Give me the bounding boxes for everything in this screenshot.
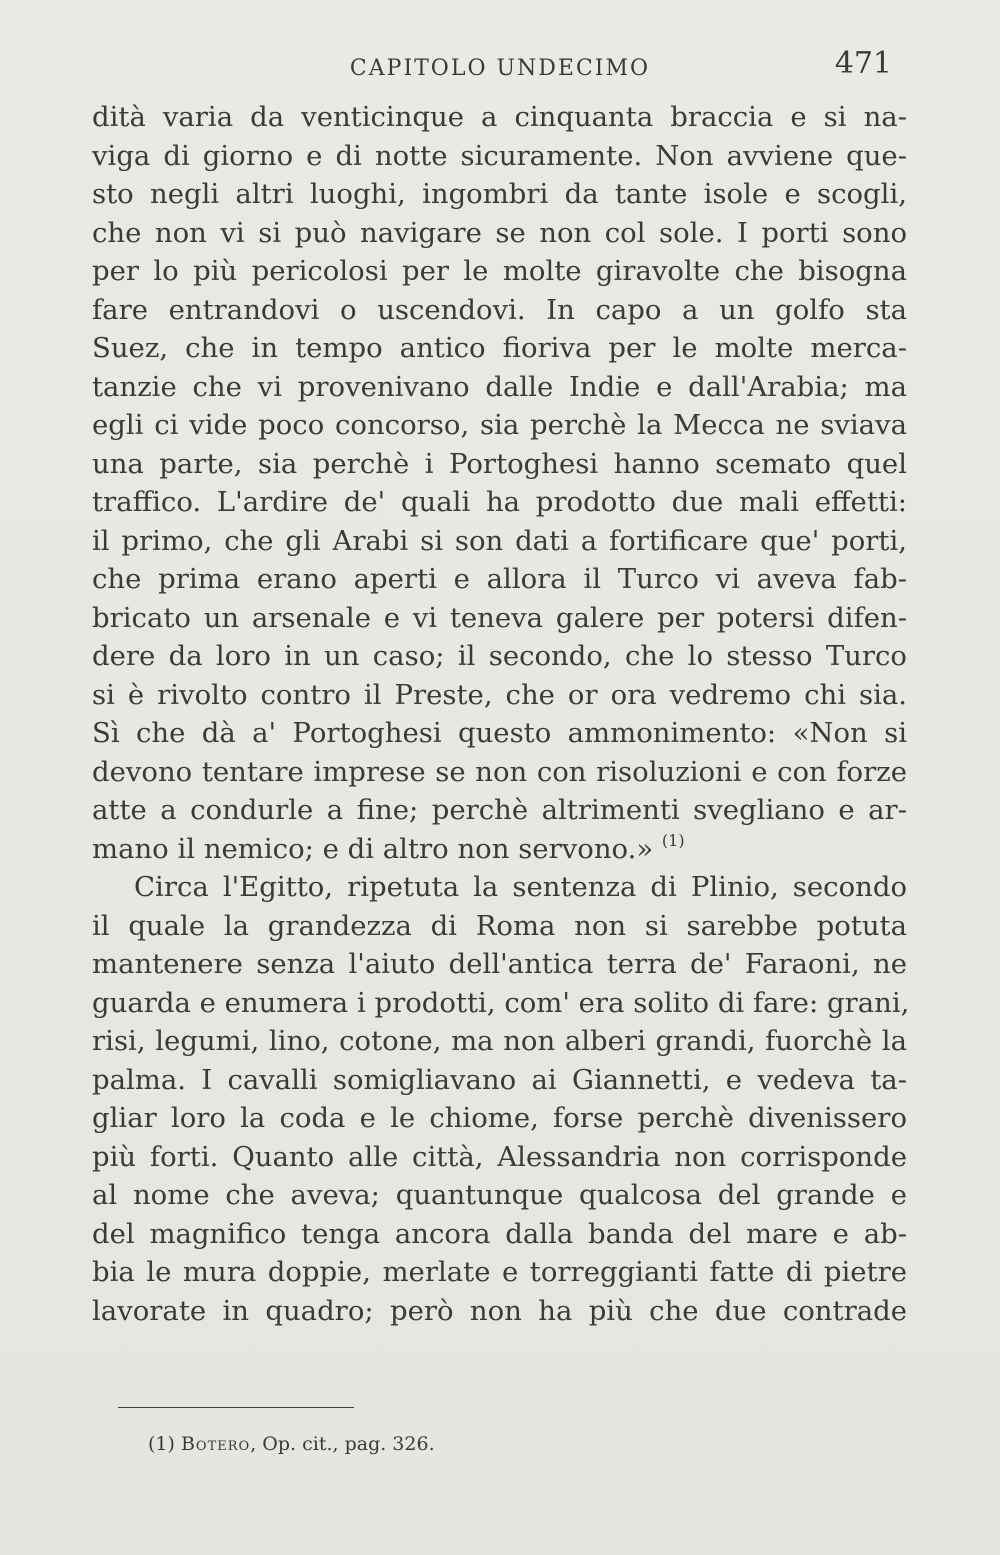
text-line: traffico. L'ardire de' quali ha prodotto due mali effetti: [92, 486, 907, 518]
footnote-author: Botero [180, 1433, 251, 1455]
footnote-number: (1) [148, 1433, 175, 1455]
text-line: al nome che aveva; quantunque qualcosa del grande e [92, 1179, 907, 1211]
text-line: egli ci vide poco concorso, sia perchè la Mecca ne sviava [92, 409, 907, 441]
text-line: una parte, sia perchè i Portoghesi hanno scemato quel [92, 447, 907, 480]
text-line: atte a condurle a fine; perchè altrimenti svegliano e ar- [92, 794, 907, 826]
text-line: Sì che dà a' Portoghesi questo ammonimento: «Non si [92, 717, 907, 749]
text-line: viga di giorno e di notte sicuramente. Non avviene que- [92, 139, 907, 172]
text-line: guarda e enumera i prodotti, com' era solito di fare: grani, [92, 986, 910, 1019]
text-line: palma. I cavalli somigliavano ai Giannetti, e vedeva ta- [92, 1063, 907, 1096]
text-line-paragraph-start: Circa l'Egitto, ripetuta la sentenza di Plinio, secondo [134, 871, 907, 903]
running-head [90, 46, 910, 88]
text-line: tanzie che vi provenivano dalle Indie e dall'Arabia; ma [92, 370, 907, 403]
running-title: CAPITOLO UNDECIMO [349, 56, 651, 81]
text-line: sto negli altri luoghi, ingombri da tante isole e scogli, [92, 178, 907, 210]
text-line: per lo più pericolosi per le molte giravolte che bisogna [92, 255, 907, 287]
page-number: 471 [834, 46, 892, 81]
footnote-citation: , Op. cit., pag. 326. [250, 1433, 435, 1455]
text-line: bia le mura doppie, merlate e torreggianti fatte di pietre [92, 1256, 907, 1288]
text-line: dità varia da venticinque a cinquanta braccia e si na- [92, 101, 907, 133]
text-line-with-footnote-ref [92, 830, 907, 869]
text-line: che prima erano aperti e allora il Turco vi aveva fab- [92, 563, 907, 595]
text-line: lavorate in quadro; però non ha più che due contrade [92, 1294, 907, 1327]
footnote-divider [118, 1407, 354, 1408]
text-line: che non vi si può navigare se non col sole. I porti sono [92, 216, 907, 249]
footnote [148, 1433, 435, 1455]
text-line: si è rivolto contro il Preste, che or ora vedremo chi sia. [92, 678, 907, 711]
text-line-content: mano il nemico; e di altro non servono.» [92, 832, 654, 865]
text-line: dere da loro in un caso; il secondo, che lo stesso Turco [92, 640, 907, 672]
text-line: il primo, che gli Arabi si son dati a fortificare que' porti, [92, 524, 907, 557]
text-line: più forti. Quanto alle città, Alessandria non corrisponde [92, 1140, 907, 1173]
text-line: gliar loro la coda e le chiome, forse perchè divenissero [92, 1102, 907, 1134]
text-line: bricato un arsenale e vi teneva galere per potersi difen- [92, 601, 907, 634]
text-line: Suez, che in tempo antico fioriva per le molte merca- [92, 332, 907, 364]
text-line: del magnifico tenga ancora dalla banda del mare e ab- [92, 1217, 907, 1250]
footnote-reference: (1) [661, 830, 685, 850]
text-line: mantenere senza l'aiuto dell'antica terra de' Faraoni, ne [92, 948, 907, 980]
text-line: il quale la grandezza di Roma non si sarebbe potuta [92, 909, 907, 942]
text-line: fare entrandovi o uscendovi. In capo a un golfo sta [92, 293, 907, 326]
body-text [92, 98, 910, 1330]
text-line: risi, legumi, lino, cotone, ma non alberi grandi, fuorchè la [92, 1025, 907, 1057]
text-line: devono tentare imprese se non con risoluzioni e con forze [92, 755, 907, 788]
